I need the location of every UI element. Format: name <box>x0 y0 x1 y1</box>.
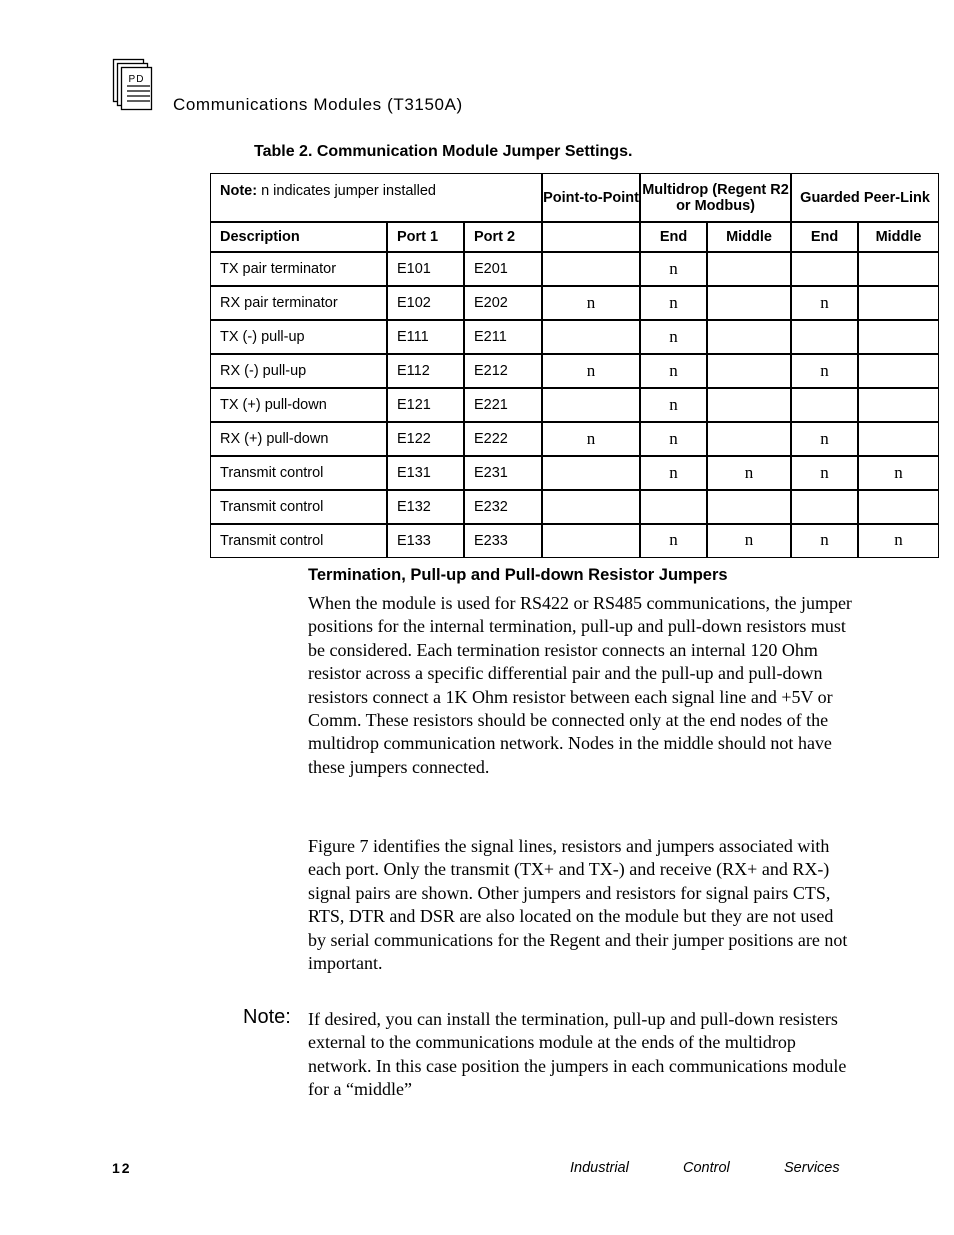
table-row <box>210 320 939 354</box>
row-multidrop-end: n <box>640 320 707 354</box>
footer-word-control: Control <box>683 1160 730 1176</box>
row-guarded-end <box>791 320 858 354</box>
footer-word-industrial: Industrial <box>570 1160 629 1176</box>
paragraph-2: Figure 7 identifies the signal lines, resistors and jumpers associated with each port. Only the transmit (TX+ and TX-) and receive (RX+ and RX-) signal pairs are shown. Other jumpers and resistors for signal pairs CTS, RTS, DTR and DSR are also located on the module but they are not used by serial communications for the Regent and their jumper positions are not important. <box>308 836 848 974</box>
note-label: Note: <box>243 1006 291 1028</box>
table-header-row <box>210 173 939 222</box>
row-guarded-end: n <box>791 524 858 558</box>
row-guarded-middle <box>858 354 939 388</box>
row-point-to-point: n <box>542 286 640 320</box>
row-port2: E232 <box>464 490 542 524</box>
row-multidrop-middle: n <box>707 524 791 558</box>
table-column-row <box>210 222 939 252</box>
row-port2: E221 <box>464 388 542 422</box>
row-multidrop-middle <box>707 286 791 320</box>
col-guarded-end: End <box>791 222 858 252</box>
row-port2: E202 <box>464 286 542 320</box>
row-multidrop-middle <box>707 422 791 456</box>
row-description: TX (-) pull-up <box>210 320 387 354</box>
row-multidrop-end: n <box>640 354 707 388</box>
row-multidrop-end <box>640 490 707 524</box>
logo-text: PD <box>128 74 145 85</box>
row-point-to-point <box>542 252 640 286</box>
row-description: TX pair terminator <box>210 252 387 286</box>
table-row <box>210 388 939 422</box>
table-row <box>210 354 939 388</box>
row-guarded-end: n <box>791 422 858 456</box>
row-port1: E132 <box>387 490 464 524</box>
row-port2: E212 <box>464 354 542 388</box>
row-multidrop-end: n <box>640 286 707 320</box>
col-port1: Port 1 <box>387 222 464 252</box>
row-port2: E211 <box>464 320 542 354</box>
group-multidrop: Multidrop (Regent R2 or Modbus) <box>640 173 791 222</box>
section-heading: Termination, Pull-up and Pull-down Resistor Jumpers <box>308 566 728 584</box>
row-multidrop-end: n <box>640 388 707 422</box>
table-row <box>210 456 939 490</box>
row-guarded-end: n <box>791 354 858 388</box>
row-description: RX (-) pull-up <box>210 354 387 388</box>
row-multidrop-end: n <box>640 524 707 558</box>
row-guarded-middle <box>858 490 939 524</box>
row-port1: E133 <box>387 524 464 558</box>
row-guarded-end <box>791 388 858 422</box>
row-description: TX (+) pull-down <box>210 388 387 422</box>
table-note-text: n indicates jumper installed <box>257 183 436 199</box>
row-point-to-point <box>542 388 640 422</box>
col-description: Description <box>210 222 387 252</box>
row-description: Transmit control <box>210 524 387 558</box>
row-point-to-point: n <box>542 422 640 456</box>
row-port1: E131 <box>387 456 464 490</box>
row-multidrop-end: n <box>640 252 707 286</box>
row-guarded-middle <box>858 422 939 456</box>
row-port2: E222 <box>464 422 542 456</box>
row-guarded-end <box>791 490 858 524</box>
row-multidrop-middle <box>707 320 791 354</box>
col-multidrop-middle: Middle <box>707 222 791 252</box>
row-port2: E231 <box>464 456 542 490</box>
table-row <box>210 286 939 320</box>
row-guarded-middle <box>858 252 939 286</box>
row-multidrop-middle: n <box>707 456 791 490</box>
row-guarded-end: n <box>791 456 858 490</box>
table-row <box>210 422 939 456</box>
group-guarded-peer-link: Guarded Peer-Link <box>791 173 939 222</box>
paragraph-1: When the module is used for RS422 or RS485 communications, the jumper positions for the internal termination, pull-up and pull-down resistors must be considered. Each termination resistor connects an internal 120 Ohm resistor across a specific differential pair and the pull-up and pull-down resistors connect a 1K Ohm resistor between each signal line and +5V or Comm. These resistors should be connected only at the end nodes of the multidrop communication network. Nodes in the middle should not have these jumpers connected. <box>308 593 852 777</box>
table-caption: Table 2. Communication Module Jumper Settings. <box>254 143 633 160</box>
table-note-label: Note: <box>220 183 258 199</box>
row-point-to-point <box>542 524 640 558</box>
table-note-cell <box>210 173 542 222</box>
row-point-to-point <box>542 320 640 354</box>
row-multidrop-end: n <box>640 422 707 456</box>
col-guarded-middle: Middle <box>858 222 939 252</box>
row-port1: E121 <box>387 388 464 422</box>
row-description: Transmit control <box>210 490 387 524</box>
row-description: RX pair terminator <box>210 286 387 320</box>
row-guarded-middle: n <box>858 524 939 558</box>
row-port1: E102 <box>387 286 464 320</box>
page-number: 12 <box>112 1160 132 1176</box>
row-description: RX (+) pull-down <box>210 422 387 456</box>
table-row <box>210 490 939 524</box>
col-point-blank <box>542 222 640 252</box>
row-port1: E101 <box>387 252 464 286</box>
row-port1: E111 <box>387 320 464 354</box>
row-description: Transmit control <box>210 456 387 490</box>
document-stack-icon <box>112 58 156 112</box>
jumper-settings-table <box>210 173 939 558</box>
row-port1: E122 <box>387 422 464 456</box>
row-multidrop-middle <box>707 388 791 422</box>
table-row <box>210 524 939 558</box>
group-point-to-point: Point-to-Point <box>542 173 640 222</box>
table-row <box>210 252 939 286</box>
row-port2: E201 <box>464 252 542 286</box>
row-point-to-point <box>542 490 640 524</box>
row-port2: E233 <box>464 524 542 558</box>
col-port2: Port 2 <box>464 222 542 252</box>
note-paragraph: If desired, you can install the termination, pull-up and pull-down resisters external to the communications module at the ends of the multidrop network. In this case position the jumpers in each communications module for a “middle” <box>308 1009 847 1100</box>
row-multidrop-middle <box>707 354 791 388</box>
row-multidrop-end: n <box>640 456 707 490</box>
col-multidrop-end: End <box>640 222 707 252</box>
footer-word-services: Services <box>784 1160 840 1176</box>
row-point-to-point <box>542 456 640 490</box>
row-guarded-middle <box>858 320 939 354</box>
row-multidrop-middle <box>707 490 791 524</box>
row-guarded-end <box>791 252 858 286</box>
row-port1: E112 <box>387 354 464 388</box>
row-point-to-point: n <box>542 354 640 388</box>
row-guarded-end: n <box>791 286 858 320</box>
row-guarded-middle <box>858 388 939 422</box>
row-guarded-middle <box>858 286 939 320</box>
row-multidrop-middle <box>707 252 791 286</box>
row-guarded-middle: n <box>858 456 939 490</box>
page-title: Communications Modules (T3150A) <box>173 95 463 114</box>
